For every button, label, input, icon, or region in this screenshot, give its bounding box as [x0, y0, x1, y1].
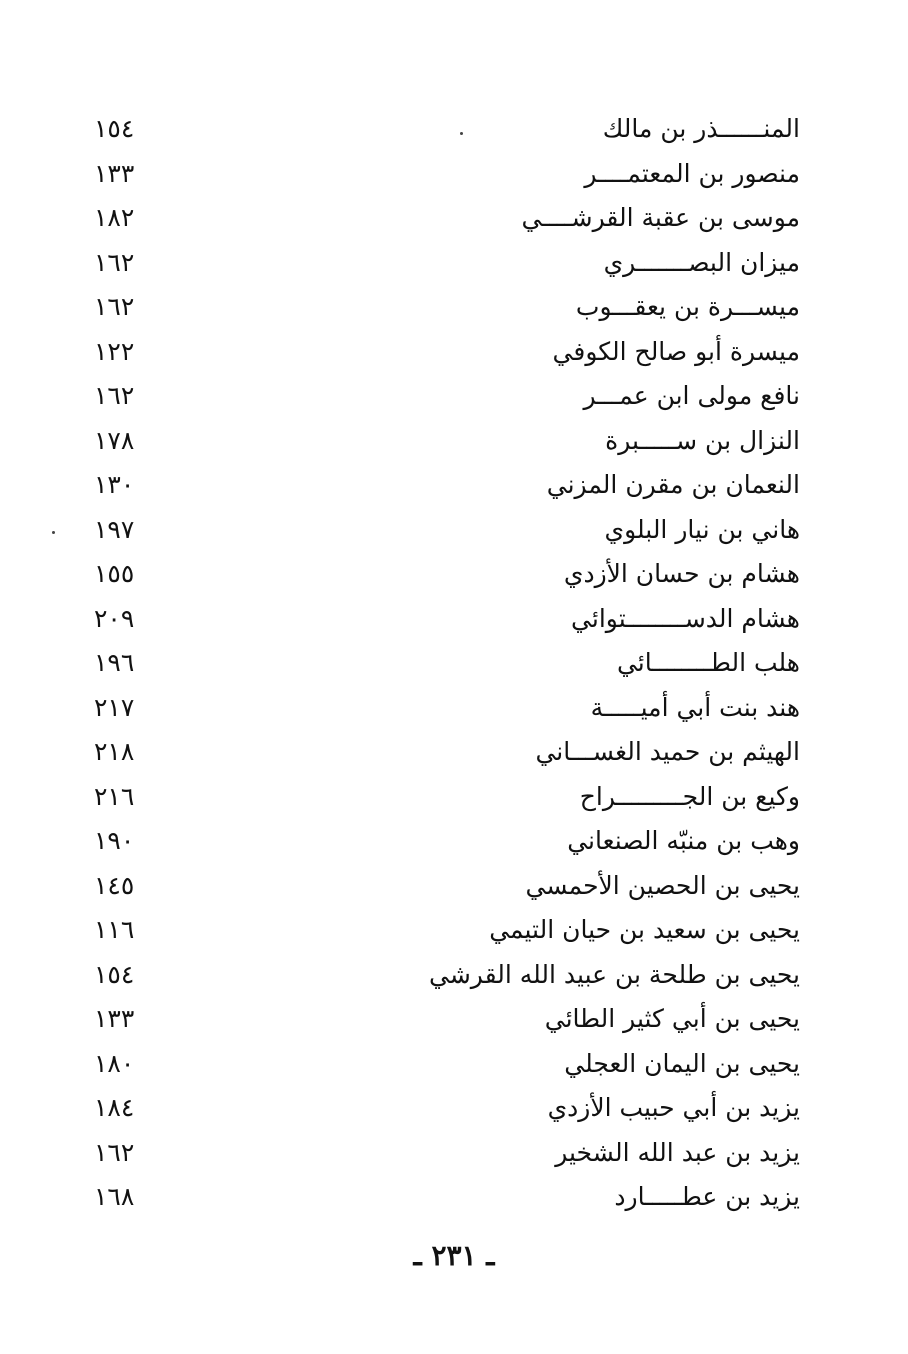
entry-page-number: ١٦٢	[94, 381, 135, 410]
entry-name: يحيى بن أبي كثير الطائي	[544, 1004, 800, 1033]
entry-page-number: ١٨٠	[94, 1048, 135, 1078]
entry-name: يحيى بن سعيد بن حيان التيمي	[489, 915, 800, 944]
entry-name: الهيثم بن حميد الغســـاني	[535, 737, 800, 766]
entry-name: يحيى بن طلحة بن عبيد الله القرشي	[428, 959, 800, 989]
entry-page-number: ١٣٣	[94, 158, 135, 188]
index-entry	[0, 952, 908, 997]
entry-name: ميسرة أبو صالح الكوفي	[552, 336, 800, 366]
index-entry	[0, 1041, 908, 1086]
index-entry	[0, 818, 908, 863]
entry-page-number: ١١٦	[94, 915, 135, 944]
entry-page-number: ١٩٦	[94, 648, 135, 677]
entry-name: النعمان بن مقرن المزني	[546, 470, 800, 499]
index-entry	[0, 685, 908, 730]
entry-name: وكيع بن الجـــــــــراح	[579, 781, 800, 811]
index-entry	[0, 507, 908, 552]
entry-name: ميســـرة بن يعقـــوب	[575, 292, 800, 321]
entry-page-number: ١٨٢	[94, 203, 135, 232]
index-entry	[0, 596, 908, 641]
index-entry	[0, 373, 908, 418]
index-entry	[0, 1174, 908, 1219]
entry-page-number: ١٩٠	[94, 826, 135, 855]
entry-name: النزال بن ســـــبرة	[605, 425, 800, 455]
entry-page-number: ١٦٨	[94, 1182, 135, 1211]
entry-name: هشام بن حسان الأزدي	[563, 559, 800, 588]
entry-name: المنــــــذر بن مالك	[602, 114, 800, 143]
entry-page-number: ٢١٦	[94, 781, 135, 811]
entry-page-number: ١٥٤	[94, 114, 135, 143]
index-entry	[0, 907, 908, 952]
page-number: ـ ٢٣١ ـ	[413, 1239, 495, 1272]
index-entry	[0, 729, 908, 774]
entry-page-number: ١٦٢	[94, 292, 135, 321]
entry-name: يحيى بن الحصين الأحمسي	[525, 870, 800, 900]
entry-page-number: ٢٠٩	[94, 603, 135, 633]
index-entry	[0, 1085, 908, 1130]
index-entry	[0, 418, 908, 463]
index-entry	[0, 774, 908, 819]
entry-name: هاني بن نيار البلوي	[604, 514, 800, 544]
entry-page-number: ١٩٧	[94, 514, 135, 544]
entry-name: موسى بن عقبة القرشــــي	[521, 203, 800, 232]
entry-page-number: ١٥٤	[94, 959, 135, 989]
entry-page-number: ١٧٨	[94, 425, 135, 455]
index-entry	[0, 996, 908, 1041]
index-entry	[0, 284, 908, 329]
index-entry	[0, 462, 908, 507]
entry-page-number: ١٣٣	[94, 1004, 135, 1033]
entry-page-number: ١٤٥	[94, 870, 135, 900]
entry-name: نافع مولى ابن عمـــر	[583, 381, 800, 410]
entry-name: يحيى بن اليمان العجلي	[564, 1048, 800, 1078]
index-entries	[0, 106, 908, 1219]
entry-page-number: ١٣٠	[94, 470, 135, 499]
index-entry	[0, 151, 908, 196]
entry-page-number: ٢١٨	[94, 737, 135, 766]
entry-name: هشام الدســــــــتوائي	[571, 603, 800, 633]
entry-name: منصور بن المعتمــــر	[584, 158, 800, 188]
entry-page-number: ١٦٢	[94, 247, 135, 277]
entry-name: يزيد بن أبي حبيب الأزدي	[547, 1093, 800, 1122]
index-entry	[0, 106, 908, 151]
entry-page-number: ١٥٥	[94, 559, 135, 588]
entry-name: هلب الطــــــــائي	[616, 648, 800, 677]
index-entry	[0, 195, 908, 240]
entry-page-number: ١٨٤	[94, 1093, 135, 1122]
entry-name: ميزان البصـــــــري	[603, 247, 800, 277]
entry-page-number: ٢١٧	[94, 692, 135, 722]
index-entry	[0, 863, 908, 908]
entry-page-number: ١٢٢	[94, 336, 135, 366]
index-entry	[0, 329, 908, 374]
entry-name: وهب بن منبّه الصنعاني	[567, 826, 800, 855]
entry-name: يزيد بن عبد الله الشخير	[555, 1137, 800, 1167]
index-entry	[0, 1130, 908, 1175]
index-entry	[0, 240, 908, 285]
entry-name: هند بنت أبي أميـــــة	[590, 692, 800, 722]
entry-name: يزيد بن عطـــــارد	[614, 1182, 800, 1211]
index-entry	[0, 551, 908, 596]
index-entry	[0, 640, 908, 685]
entry-page-number: ١٦٢	[94, 1137, 135, 1167]
